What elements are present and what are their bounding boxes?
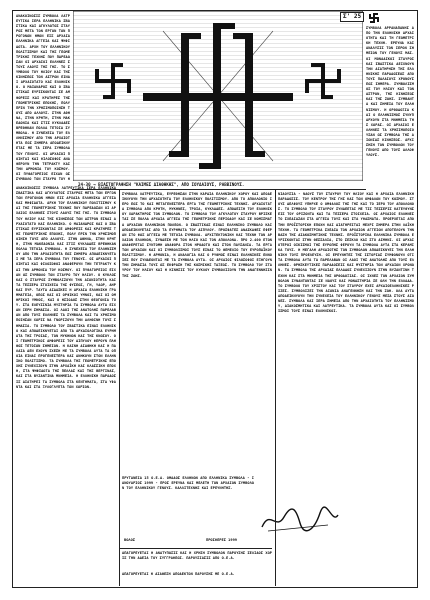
- left-column-text: [16, 14, 70, 182]
- footer-note: ΑΠΑΓΟΡΕΥΕΤΑΙ Η ΑΝΑΤΥΠΩΣΙΣ ΚΑΙ Η ΧΡΗΣΗ ΣΥΜΒΟΛΩΝ ΠΑΡΟΥΣΗΣ ΣΕΛΙΔΟΣ ΧΩΡΙΣ ΤΗΝ ΑΔΕΙΑ ΤΟΥ ΣΥΓΓΡΑΦΕΩΣ. ΠΑΡΟΥΣΙΑΣΙΣ ΑΠΟ Ο.Ε.Α.: [122, 551, 272, 561]
- column-divider-left: [119, 190, 120, 586]
- middle-bottom-paragraph: ΠΡΥΤΑΝΕΙΑ 15 Ο.Ε.Α. ΟΜΑΔΟΣ ΕΛΛΗΝΩΝ ΑΠΟ ΕΛΛΗΝΙΚΑ ΣΥΜΒΟΛΑ - ΙΑΝΟΥΑΡΙΟΣ 1999 - ΠΡΟΣ ΕΡΕΥΝΑ ΚΑΙ ΜΕΛΕΤΗ ΤΩΝ ΑΡΧΑΙΩΝ ΣΥΜΒΟΛΩΝ ΤΟΥ ΕΛΛΗΝΙΚΟΥ ΓΕΝΟΥΣ. ΚΑΛΛΙΤΕΧΝΗΣ ΚΑΙ ΕΡΕΥΝΗΤΗΣ.: [122, 476, 254, 491]
- right-paragraph: ΝΙΑΟΥΣΙΑ - ΝΑΟΥΣ ΤΟΥ ΣΤΑΥΡΟΥ ΤΟΥ ΗΛΙΟΥ ΚΑΙ Η ΑΡΧΑΙΑ ΕΛΛΗΝΙΚΗ ΠΑΡΑΔΟΣΙΣ. ΤΟΥ ΚΕΝΤΡΟΥ ΤΗΣ ΓΗΣ ΚΑΙ ΤΩΝ ΟΜΦΑΛΩΝ ΤΟΥ ΚΟΣΜΟΥ. ΣΤΟΥΣ ΔΕΛΦΟΥΣ ΥΠΗΡΧΕ Ο ΟΜΦΑΛΟΣ ΤΗΣ ΓΗΣ ΚΑΙ ΤΟ ΙΕΡΟ ΤΟΥ ΑΠΟΛΛΩΝΟΣ. ΤΟ ΣΥΜΒΟΛΟ ΤΟΥ ΣΤΑΥΡΟΥ ΣΥΝΔΕΕΤΑΙ ΜΕ ΤΙΣ ΤΕΣΣΕΡΙΣ ΚΑΤΕΥΘΥΝΣΕΙΣ ΤΟΥ ΟΡΙΖΟΝΤΑ ΚΑΙ ΤΑ ΤΕΣΣΕΡΑ ΣΤΟΙΧΕΙΑ. ΟΙ ΑΡΧΑΙΟΙ ΕΛΛΗΝΕΣ ΤΟ ΣΧΕΔΙΑΖΑΝ ΣΤΑ ΑΓΓΕΙΑ ΤΟΥΣ ΚΑΙ ΣΤΑ ΥΦΑΣΜΑΤΑ. ΠΡΟΕΡΧΕΤΑΙ ΑΠΟ ΤΗΝ ΠΡΟΪΣΤΟΡΙΚΗ ΕΠΟΧΗ ΚΑΙ ΔΙΑΤΗΡΕΙΤΑΙ ΜΕΧΡΙ ΣΗΜΕΡΑ ΣΤΗΝ ΛΑΪΚΗ ΤΕΧΝΗ. ΤΑ ΓΕΩΜΕΤΡΙΚΑ ΣΧΕΔΙΑ ΤΩΝ ΑΡΧΑΙΩΝ ΑΓΓΕΙΩΝ ΑΠΟΤΕΛΟΥΝ ΤΗΝ ΒΑΣΗ ΤΗΣ ΔΙΑΚΟΣΜΗΤΙΚΗΣ ΤΕΧΝΗΣ. ΠΡΟΪΣΤΟΡΙΚΑ ΕΛΛΗΝΙΚΑ ΣΥΜΒΟΛΑ ΕΥΡΙΣΚΟΝΤΑΙ ΣΤΗΝ ΘΕΣΣΑΛΙΑ, ΣΤΟ ΣΕΣΚΛΟ ΚΑΙ ΣΤΟ ΔΙΜΗΝΙ. ΟΙ ΑΡΧΑΙΟΤΕΡΟΙ ΟΙΚΙΣΜΟΙ ΤΗΣ ΕΥΡΩΠΗΣ ΦΕΡΟΥΝ ΤΑ ΣΥΜΒΟΛΑ ΑΥΤΑ ΣΤΑ ΚΕΡΑΜΙΚΑ ΤΟΥΣ. Η ΜΕΓΑΛΗ ΑΡΧΑΙΟΤΗΣ ΤΩΝ ΣΥΜΒΟΛΩΝ ΑΠΟΔΕΙΚΝΥΕΙ ΤΗΝ ΕΛΛΗΝΙΚΗ ΤΟΥΣ ΠΡΟΕΛΕΥΣΗ. ΟΙ ΕΡΕΥΝΗΤΕΣ ΤΗΣ ΙΣΤΟΡΙΑΣ ΣΥΜΦΩΝΟΥΝ ΟΤΙ ΤΑ ΣΥΜΒΟΛΑ ΑΥΤΑ ΤΑ ΠΑΡΕΛΑΒΑΝ ΟΙ ΛΑΟΙ ΤΗΣ ΑΝΑΤΟΛΗΣ ΑΠΟ ΤΟΥΣ ΕΛΛΗΝΕΣ. ΘΡΗΣΚΕΥΤΙΚΕΣ ΠΑΡΑΔΟΣΕΙΣ ΚΑΙ ΜΥΣΤΗΡΙΑ ΤΩΝ ΑΡΧΑΙΩΝ ΧΡΟΝΩΝ. ΤΑ ΣΥΜΒΟΛΑ ΤΗΣ ΑΡΧΑΙΑΣ ΕΛΛΑΔΟΣ ΣΥΝΕΧΙΖΟΥΝ ΣΤΗΝ ΒΥΖΑΝΤΙΝΗ ΤΕΧΝΗ ΚΑΙ ΣΤΑ ΜΝΗΜΕΙΑ ΤΗΣ ΟΡΘΟΔΟΞΙΑΣ. ΟΙ ΙΧΝΕΣ ΤΩΝ ΑΡΧΑΙΩΝ ΣΥΜΒΟΛΩΝ ΣΥΝΑΝΤΩΝΤΑΙ ΣΕ ΝΑΟΥΣ ΚΑΙ ΜΟΝΑΣΤΗΡΙΑ ΣΕ ΟΛΗ ΤΗΝ ΕΛΛΑΔΑ. ΤΟ ΣΥΜΒΟΛΟ ΤΟΥ ΧΡΙΣΤΟΥ ΚΑΙ ΤΟΥ ΣΤΑΥΡΟΥ ΕΧΕΙ ΑΡΧΑΙΟΕΛΛΗΝΙΚΕΣ ΡΙΖΕΣ. ΣΥΜΒΟΛΙΖΕΙ ΤΗΝ ΑΙΩΝΙΑ ΑΝΑΓΕΝΝΗΣΗ ΚΑΙ ΤΗΝ ΖΩΗ. ΟΛΑ ΑΥΤΑ ΑΠΟΔΕΙΚΝΥΟΥΝ ΤΗΝ ΣΥΝΕΧΕΙΑ ΤΟΥ ΕΛΛΗΝΙΚΟΥ ΓΕΝΟΥΣ ΜΕΣΑ ΣΤΟΥΣ ΑΙΩΝΕΣ. ΣΥΜΒΟΛΑ ΚΑΙ ΙΕΡΑ ΣΗΜΕΙΑ ΑΠΟ ΤΗΝ ΑΡΧΑΙΟΤΗΤΑ ΤΟΥ ΕΛΛΗΝΙΣΜΟΥ, ΔΙΑΚΟΣΜΗΤΙΚΑ ΚΑΙ ΛΑΤΡΕΥΤΙΚΑ. ΤΑ ΣΥΜΒΟΛΑ ΑΥΤΑ ΚΑΙ ΟΙ ΣΥΜΒΟΛΙΣΜΟΙ ΤΟΥΣ ΕΙΝΑΙ ΕΛΛΗΝΙΚΟΙ.: [278, 192, 414, 314]
- left-column-paragraph: ΑΝΑΚΟΙΝΩΣΙΣ ΣΥΜΒΟΛΑ ΛΑΤΡΕΥΤΙΚΑ ΙΕΡΑ ΕΛΛΗΝΙΚΑ ΣΒΑΣΤΙΚΑ ΚΑΙ ΑΓΚΥΛΩΤΟΣ ΣΤΑΥΡΟΣ ΜΕΤΑ ΤΩΝ ΕΡΓΩΝ ΤΩΝ ΠΡΟΓΟΝΩΝ ΗΜΩΝ ΕΙΣ ΑΡΧΑΙΑ ΕΛΛΗΝΙΚΑ ΑΓΓΕΙΑ ΚΑΙ ΨΗΦΙΔΩΤΑ. ΑΡΧΗ ΤΟΥ ΕΛΛΗΝΙΚΟΥ ΠΟΛΙΤΙΣΜΟΥ ΚΑΙ ΤΗΣ ΓΕΩΜΕΤΡΙΚΗΣ ΤΕΧΝΗΣ ΠΟΥ ΠΑΡΕΔΩΣΑΝ ΟΙ ΑΡΧΑΙΟΙ ΕΛΛΗΝΕΣ ΣΤΟΥΣ ΛΑΟΥΣ ΤΗΣ ΓΗΣ. ΤΟ ΣΥΜΒΟΛΟ ΤΟΥ ΗΛΙΟΥ ΚΑΙ ΤΗΣ ΚΙΝΗΣΕΩΣ ΤΩΝ ΑΣΤΡΩΝ ΕΙΝΑΙ ΑΡΧΑΙΟΤΑΤΟ ΚΑΙ ΕΛΛΗΝΙΚΟ. Ο ΜΑΙΑΝΔΡΟΣ ΚΑΙ Ο ΣΒΑΣΤΙΚΑΣ ΕΥΡΙΣΚΟΝΤΑΙ ΣΕ ΑΜΦΟΡΕΙΣ ΚΑΙ ΚΡΑΤΗΡΕΣ ΤΗΣ ΓΕΩΜΕΤΡΙΚΗΣ ΕΠΟΧΗΣ, ΠΟΛΥ ΠΡΙΝ ΤΗΝ ΧΡΗΣΙΜΟΠΟΙΗΣΗ ΤΟΥΣ ΑΠΟ ΑΛΛΟΥΣ. ΣΤΗΝ ΑΘΗΝΑ, ΣΤΗΝ ΚΡΗΤΗ, ΣΤΗΝ ΜΑΚΕΔΟΝΙΑ ΚΑΙ ΣΤΙΣ ΚΥΚΛΑΔΕΣ ΒΡΕΘΗΚΑΝ ΠΟΛΛΑ ΤΕΤΟΙΑ ΣΥΜΒΟΛΑ. Η ΣΥΝΕΧΕΙΑ ΤΟΥ ΕΛΛΗΝΙΣΜΟΥ ΑΠΟ ΤΗΝ ΑΡΧΑΙΟΤΗΤΑ ΕΩΣ ΣΗΜΕΡΑ ΑΠΟΔΕΙΚΝΥΕΤΑΙ ΜΕ ΤΑ ΙΕΡΑ ΣΥΜΒΟΛΑ ΤΟΥ ΓΕΝΟΥΣ. ΟΙ ΑΡΧΑΙΟΙ ΠΟΙΗΤΑΙ ΚΑΙ ΦΙΛΟΣΟΦΟΙ ΑΝΑΦΕΡΟΥΝ ΤΗΝ ΤΕΤΡΑΚΤΥ ΚΑΙ ΤΗΝ ΑΡΜΟΝΙΑ ΤΟΥ ΚΟΣΜΟΥ. ΟΙ ΠΥΘΑΓΟΡΕΙΟΙ ΕΙΧΑΝ ΩΣ ΣΥΜΒΟΛΟ ΤΟΝ ΣΤΑΥΡΟ ΤΟΥ Η: [16, 14, 70, 181]
- middle-column-text: [122, 192, 272, 470]
- left-lower-paragraph: ΑΝΑΚΟΙΝΩΣΙΣ ΣΥΜΒΟΛΑ ΛΑΤΡΕΥΤΙΚΑ ΙΕΡΑ ΕΛΛΗΝΙΚΑ ΣΒΑΣΤΙΚΑ ΚΑΙ ΑΓΚΥΛΩΤΟΣ ΣΤΑΥΡΟΣ ΜΕΤΑ ΤΩΝ ΕΡΓΩΝ ΤΩΝ ΠΡΟΓΟΝΩΝ ΗΜΩΝ ΕΙΣ ΑΡΧΑΙΑ ΕΛΛΗΝΙΚΑ ΑΓΓΕΙΑ ΚΑΙ ΨΗΦΙΔΩΤΑ. ΑΡΧΗ ΤΟΥ ΕΛΛΗΝΙΚΟΥ ΠΟΛΙΤΙΣΜΟΥ ΚΑΙ ΤΗΣ ΓΕΩΜΕΤΡΙΚΗΣ ΤΕΧΝΗΣ ΠΟΥ ΠΑΡΕΔΩΣΑΝ ΟΙ ΑΡΧΑΙΟΙ ΕΛΛΗΝΕΣ ΣΤΟΥΣ ΛΑΟΥΣ ΤΗΣ ΓΗΣ. ΤΟ ΣΥΜΒΟΛΟ ΤΟΥ ΗΛΙΟΥ ΚΑΙ ΤΗΣ ΚΙΝΗΣΕΩΣ ΤΩΝ ΑΣΤΡΩΝ ΕΙΝΑΙ ΑΡΧΑΙΟΤΑΤΟ ΚΑΙ ΕΛΛΗΝΙΚΟ. Ο ΜΑΙΑΝΔΡΟΣ ΚΑΙ Ο ΣΒΑΣΤΙΚΑΣ ΕΥΡΙΣΚΟΝΤΑΙ ΣΕ ΑΜΦΟΡΕΙΣ ΚΑΙ ΚΡΑΤΗΡΕΣ ΤΗΣ ΓΕΩΜΕΤΡΙΚΗΣ ΕΠΟΧΗΣ, ΠΟΛΥ ΠΡΙΝ ΤΗΝ ΧΡΗΣΙΜΟΠΟΙΗΣΗ ΤΟΥΣ ΑΠΟ ΑΛΛΟΥΣ. ΣΤΗΝ ΑΘΗΝΑ, ΣΤΗΝ ΚΡΗΤΗ, ΣΤΗΝ ΜΑΚΕΔΟΝΙΑ ΚΑΙ ΣΤΙΣ ΚΥΚΛΑΔΕΣ ΒΡΕΘΗΚΑΝ ΠΟΛΛΑ ΤΕΤΟΙΑ ΣΥΜΒΟΛΑ. Η ΣΥΝΕΧΕΙΑ ΤΟΥ ΕΛΛΗΝΙΣΜΟΥ ΑΠΟ ΤΗΝ ΑΡΧΑΙΟΤΗΤΑ ΕΩΣ ΣΗΜΕΡΑ ΑΠΟΔΕΙΚΝΥΕΤΑΙ ΜΕ ΤΑ ΙΕΡΑ ΣΥΜΒΟΛΑ ΤΟΥ ΓΕΝΟΥΣ. ΟΙ ΑΡΧΑΙΟΙ ΠΟΙΗΤΑΙ ΚΑΙ ΦΙΛΟΣΟΦΟΙ ΑΝΑΦΕΡΟΥΝ ΤΗΝ ΤΕΤΡΑΚΤΥ ΚΑΙ ΤΗΝ ΑΡΜΟΝΙΑ ΤΟΥ ΚΟΣΜΟΥ. ΟΙ ΠΥΘΑΓΟΡΕΙΟΙ ΕΙΧΑΝ ΩΣ ΣΥΜΒΟΛΟ ΤΟΝ ΣΤΑΥΡΟ ΤΟΥ ΗΛΙΟΥ. Ο ΚΥΚΛΟΣ ΚΑΙ Ο ΣΤΑΥΡΟΣ ΣΥΜΒΟΛΙΖΟΥΝ ΤΗΝ ΑΙΩΝΙΟΤΗΤΑ ΚΑΙ ΤΑ ΤΕΣΣΕΡΑ ΣΤΟΙΧΕΙΑ ΤΗΣ ΦΥΣΕΩΣ, ΓΗ, ΥΔΩΡ, ΑΗΡ ΚΑΙ ΠΥΡ. ΤΑΥΤΑ ΔΙΔΑΣΚΕΙ Η ΑΡΧΑΙΑ ΕΛΛΗΝΙΚΗ ΓΡΑΜΜΑΤΕΙΑ, ΟΠΩΣ ΚΑΙ ΟΙ ΟΡΦΙΚΟΙ ΥΜΝΟΙ, ΚΑΙ ΟΙ ΟΜΗΡΙΚΟΙ ΥΜΝΟΙ, ΚΑΙ Ο ΗΣΙΟΔΟΣ ΣΤΗΝ ΘΕΟΓΟΝΙΑ ΤΟΥ. ΣΤΑ ΕΛΕΥΣΙΝΙΑ ΜΥΣΤΗΡΙΑ ΤΑ ΣΥΜΒΟΛΑ ΑΥΤΑ ΕΙΧΑΝ ΙΕΡΗ ΣΗΜΑΣΙΑ. ΟΙ ΛΑΟΙ ΤΗΣ ΑΝΑΤΟΛΗΣ ΠΑΡΕΛΑΒΑΝ ΑΠΟ ΤΟΥΣ ΕΛΛΗΝΕΣ ΤΑ ΣΥΜΒΟΛΑ ΚΑΙ ΤΑ ΧΡΗΣΙΜΟΠΟΙΗΣΑΝ ΧΩΡΙΣ ΝΑ ΓΝΩΡΙΖΟΥΝ ΤΗΝ ΑΛΗΘΙΝΗ ΤΟΥΣ ΣΗΜΑΣΙΑ. ΤΟ ΣΥΜΒΟΛΟ ΤΟΥ ΣΒΑΣΤΙΚΑ ΕΙΝΑΙ ΕΛΛΗΝΙΚΟ ΚΑΙ ΑΠΟΔΕΙΚΝΥΕΤΑΙ ΑΠΟ ΤΑ ΑΡΧΑΙΟΛΟΓΙΚΑ ΕΥΡΗΜΑΤΑ ΤΗΣ ΤΡΟΙΑΣ, ΤΩΝ ΜΥΚΗΝΩΝ ΚΑΙ ΤΗΣ ΚΝΩΣΟΥ. ΟΙ ΓΕΩΜΕΤΡΙΚΟΙ ΑΜΦΟΡΕΙΣ ΤΟΥ ΔΙΠΥΛΟΥ ΦΕΡΟΥΝ ΠΛΗΘΟΣ ΤΕΤΟΙΩΝ ΣΗΜΕΙΩΝ. Η ΚΑΙΝΗ ΔΙΑΘΗΚΗ ΚΑΙ Η ΠΑΛΑΙΑ ΔΕΝ ΕΧΟΥΝ ΣΧΕΣΗ ΜΕ ΤΑ ΣΥΜΒΟΛΑ ΑΥΤΑ ΤΑ ΟΠΟΙΑ ΕΙΝΑΙ ΠΡΟΓΕΝΕΣΤΕΡΑ ΚΑΙ ΑΝΗΚΟΥΝ ΣΤΟΝ ΕΛΛΗΝΙΚΟ ΠΟΛΙΤΙΣΜΟ. ΤΑ ΣΥΜΒΟΛΑ ΤΗΣ ΓΕΩΜΕΤΡΙΚΗΣ ΕΠΟΧΗΣ ΣΥΝΕΧΙΖΟΥΝ ΣΤΗΝ ΑΡΧΑΪΚΗ ΚΑΙ ΚΛΑΣΣΙΚΗ ΕΠΟΧΗ, ΣΤΑ ΨΗΦΙΔΩΤΑ ΤΗΣ ΠΕΛΛΑΣ ΚΑΙ ΤΗΣ ΒΕΡΓΙΝΑΣ, ΚΑΙ ΣΤΑ ΒΥΖΑΝΤΙΝΑ ΜΝΗΜΕΙΑ. Η ΕΛΛΗΝΙΚΗ ΠΑΡΑΔΟΣΙΣ ΔΙΑΤΗΡΕΙ ΤΑ ΣΥΜΒΟΛΑ ΣΤΑ ΚΕΝΤΗΜΑΤΑ, ΣΤΑ ΥΦΑΝΤΑ ΚΑΙ ΣΤΑ ΞΥΛΟΓΛΥΠΤΑ ΤΩΝ ΧΩΡΙΩΝ.: [16, 186, 116, 389]
- signature-date: ΠΡΟΣΦΕΡΕΣ 1999: [206, 538, 237, 542]
- middle-paragraph: ΣΥΜΒΟΛΑ ΛΑΤΡΕΥΤΙΚΑ, ΕΥΡΕΘΗΣΑΝ ΣΤΗΝ ΚΑΡΔΙΑ ΕΛΛΗΝΙΚΟΥ ΧΩΡΟΥ ΚΑΙ ΑΠΟΔΕΙΚΝΥΟΥΝ ΤΗΝ ΑΡΧΑΙΟΤΗΤΑ ΤΟΥ ΕΛΛΗΝΙΚΟΥ ΠΟΛΙΤΙΣΜΟΥ. ΑΠΟ ΤΟ ΑΠΟΛΛΩΝΙΟ ΙΕΡΟ ΕΩΣ ΤΟ ΚΑΙ ΜΕΤΑΓΕΝΕΣΤΕΡΑ ΕΡΓΑ ΤΗΣ ΓΕΩΜΕΤΡΙΚΗΣ ΤΕΧΝΗΣ. ΑΡΧΑΙΟΤΑΤΑ ΣΥΜΒΟΛΑ ΑΠΟ ΚΡΗΤΗ, ΜΥΚΗΝΕΣ, ΤΡΟΙΑ, ΚΥΚΛΑΔΕΣ. ΑΠΟΔΕΙΞΗ ΤΟΥ ΕΛΛΗΝΙΚΟΥ ΧΑΡΑΚΤΗΡΟΣ ΤΩΝ ΣΥΜΒΟΛΩΝ. ΤΟ ΣΥΜΒΟΛΟ ΤΟΥ ΑΓΚΥΛΩΤΟΥ ΣΤΑΥΡΟΥ ΒΡΙΣΚΕΤΑΙ ΣΕ ΠΟΛΛΑ ΑΡΧΑΙΑ ΑΓΓΕΙΑ ΤΗΣ ΓΕΩΜΕΤΡΙΚΗΣ ΠΕΡΙΟΔΟΥ ΚΑΙ ΣΕ ΝΟΜΙΣΜΑΤΑ ΑΡΧΑΙΩΝ ΕΛΛΗΝΙΚΩΝ ΠΟΛΕΩΝ. Ο ΣΒΑΣΤΙΚΑΣ ΕΙΝΑΙ ΕΛΛΗΝΙΚΟ ΣΥΜΒΟΛΟ ΚΑΙ ΑΠΟΔΕΙΚΝΥΕΤΑΙ ΑΠΟ ΤΑ ΕΥΡΗΜΑΤΑ ΤΟΥ ΔΙΠΥΛΟΥ. ΠΡΟΣΦΑΤΕΣ ΑΝΑΣΚΑΦΕΣ ΕΦΕΡΑΝ ΣΤΟ ΦΩΣ ΑΓΓΕΙΑ ΜΕ ΤΕΤΟΙΑ ΣΥΜΒΟΛΑ. ΑΡΧΙΤΕΚΤΟΝΙΚΗ ΚΑΙ ΤΕΧΝΗ ΤΩΝ ΑΡΧΑΙΩΝ ΕΛΛΗΝΩΝ, ΣΥΝΔΕΣΗ ΜΕ ΤΟΝ ΗΛΙΟ ΚΑΙ ΤΟΝ ΑΠΟΛΛΩΝΑ. ΠΡΟ 2.400 ΕΤΩΝ ΑΝΑΦΕΡΕΤΑΙ ΣΥΝΤΟΜΗ ΑΝΑΦΟΡΑ ΣΤΟΝ ΗΡΟΔΟΤΟ ΚΑΙ ΣΤΟΝ ΠΑΥΣΑΝΙΑ. ΤΑ ΕΡΓΑ ΤΩΝ ΑΡΧΑΙΩΝ ΚΑΙ ΟΙ ΣΥΜΒΟΛΙΣΜΟΙ ΤΟΥΣ ΕΙΝΑΙ ΤΟ ΘΕΜΕΛΙΟ ΤΟΥ ΕΥΡΩΠΑΪΚΟΥ ΠΟΛΙΤΙΣΜΟΥ. Η ΑΡΜΟΝΙΑ, Η ΑΝΑΛΟΓΙΑ ΚΑΙ Ο ΡΥΘΜΟΣ ΕΙΝΑΙ ΕΛΛΗΝΙΚΕΣ ΕΝΝΟΙΕΣ ΠΟΥ ΣΥΝΔΕΟΝΤΑΙ ΜΕ ΤΑ ΣΥΜΒΟΛΑ ΑΥΤΑ. ΟΙ ΑΡΧΑΙΟΙ ΦΙΛΟΣΟΦΟΙ ΕΞΗΓΟΥΝ ΤΗΝ ΣΗΜΑΣΙΑ ΤΟΥΣ ΩΣ ΕΚΦΡΑΣΗ ΤΗΣ ΚΟΣΜΙΚΗΣ ΤΑΞΕΩΣ. ΤΟ ΣΥΜΒΟΛΟ ΤΟΥ ΣΤΑΥΡΟΥ ΤΟΥ ΗΛΙΟΥ ΚΑΙ Η ΚΙΝΗΣΙΣ ΤΟΥ ΚΥΚΛΟΥ ΣΥΜΒΟΛΙΖΟΥΝ ΤΗΝ ΑΝΑΓΕΝΝΗΣΙΝ ΤΗΣ ΖΩΗΣ.: [122, 192, 272, 278]
- footer-rule: [120, 548, 272, 549]
- column-divider-right: [275, 190, 276, 586]
- page-number: Σ' 25: [340, 12, 364, 22]
- footer-note-2: ΑΠΑΓΟΡΕΥΕΤΑΙ Η ΔΙΑΘΕΣΗ ΑΠΟΔΕΚΤΩΝ ΠΑΡΟΥΣΗΣ ΜΕ Ο.Ε.Α.: [122, 572, 235, 576]
- middle-bottom-block: [122, 476, 254, 538]
- right-column-text: [278, 192, 414, 584]
- swastika-stamp-icon: [369, 13, 379, 23]
- figure-caption: 24-30 → ΒΙΑΣΤΟΓΡΑΦΗΣΗ "ΚΑΙΜΕΣ ΔΙΑΘΗΚΗΣ", ΑΠΟ ΙΟΥΔΑΙΟΥΣ, ΡΑΒΒΙΝΟΥΣ.: [78, 182, 245, 187]
- signature-place: ΒΟΛΟΣ: [124, 538, 136, 542]
- left-lower-column-text: [16, 186, 116, 584]
- right-top-paragraph: ΣΥΜΒΟΛΑ ΑΡΡΑΝΑΠΑΝΗΣ ΑΠΟ ΤΗΝ ΕΛΛΗΝΙΚΗ ΑΡΧΑΙΟΤΗΤΑ ΚΑΙ ΤΗ ΓΕΩΜΕΤΡΙΚΗ ΤΕΧΝΗ. ΕΡΕΥΝΑ ΚΑΙ ΑΝΑΛΥΣΙΣ ΤΩΝ ΙΕΡΩΝ ΣΗΜΕΙΩΝ ΤΟΥ ΓΕΝΟΥΣ ΜΑΣ. ΟΙ ΜΟΝΑΔΙΚΟΙ ΣΤΑΥΡΟΙ ΚΑΙ ΣΒΑΣΤΙΚΑ ΔΕΙΧΝΟΥΝ ΤΗΝ ΔΙΑΤΗΡΗΣΗ ΤΗΣ ΕΛΛΗΝΙΚΗΣ ΠΑΡΑΔΟΣΕΩΣ ΑΠΟ ΤΟΥΣ ΠΑΛΑΙΟΥΣ ΧΡΟΝΟΥΣ ΕΩΣ ΣΗΜΕΡΑ. ΣΥΜΒΟΛΙΣΜΟΣ ΤΟΥ ΗΛΙΟΥ ΚΑΙ ΤΩΝ ΑΣΤΡΩΝ, ΤΗΣ ΚΙΝΗΣΕΩΣ ΚΑΙ ΤΗΣ ΖΩΗΣ. ΣΥΜΒΑΝΤΑ ΚΑΙ ΣΗΜΕΙΑ ΤΟΥ ΕΛΛΗΝΙΣΜΟΥ. Η ΟΡΘΟΔΟΞΙΑ ΚΑΙ Ο ΕΛΛΗΝΙΣΜΟΣ ΣΥΝΥΠΑΡΧΟΥΝ ΣΤΑ ΜΝΗΜΕΙΑ ΤΗΣ ΧΩΡΑΣ. ΟΙ ΑΡΧΑΙΟΙ ΕΛΛΗΝΕΣ ΤΑ ΧΡΗΣΙΜΟΠΟΙΟΥΣΑΝ ΩΣ ΣΥΜΒΟΛΑ ΤΗΣ ΑΙΩΝΙΑΣ ΚΙΝΗΣΕΩΣ. ΑΡΧΙΣΗΣΗ ΤΩΝ ΣΥΜΒΟΛΩΝ ΤΟΥ ΓΕΝΟΥΣ ΑΠΟ ΤΟΥΣ ΑΛΛΟΦΥΛΟΥΣ.: [366, 26, 414, 158]
- symbol-figure: [73, 11, 363, 181]
- right-top-column-text: [366, 26, 414, 184]
- caption-rule: [72, 189, 366, 190]
